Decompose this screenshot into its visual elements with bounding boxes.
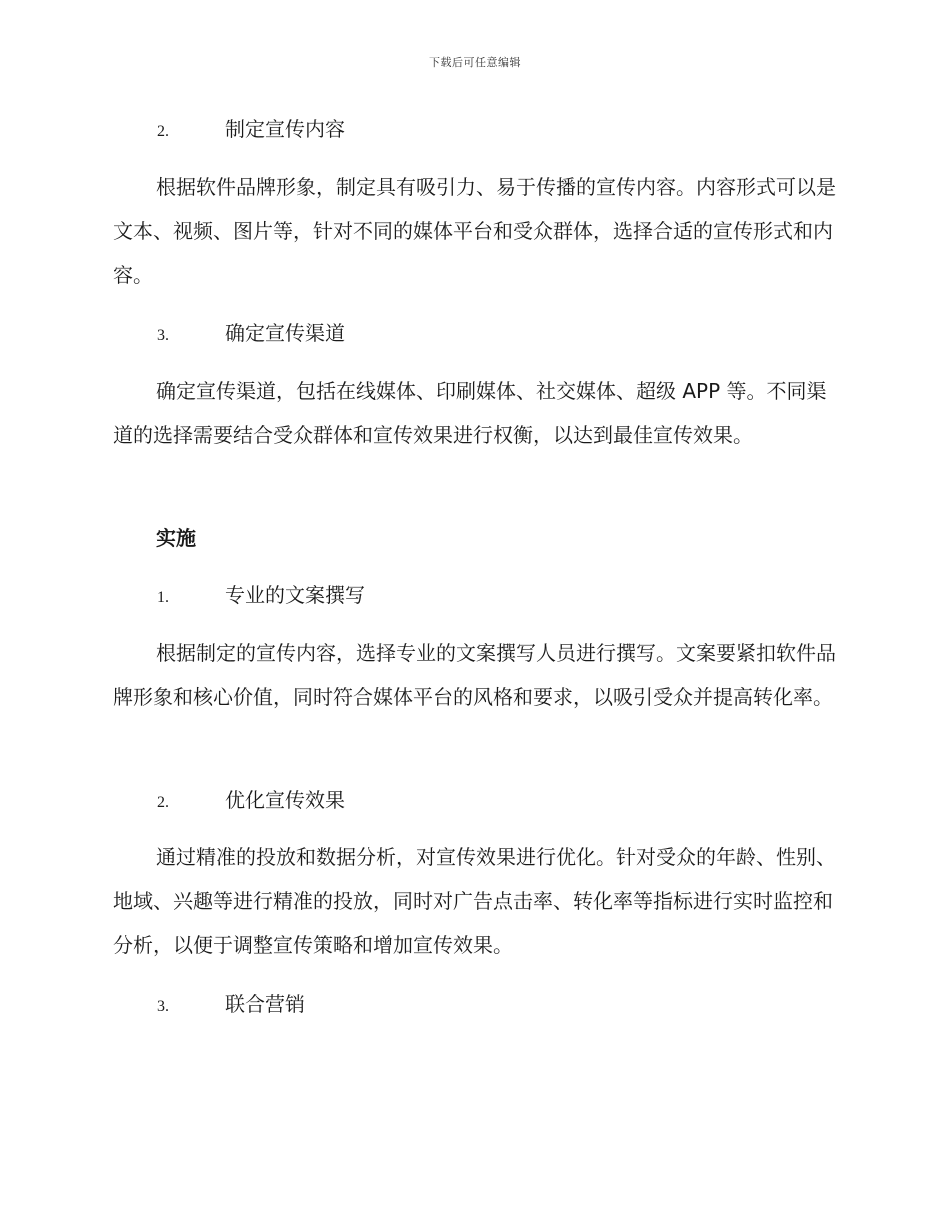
section-heading: 实施 xyxy=(156,526,196,550)
header-note: 下载后可任意编辑 xyxy=(429,56,521,69)
list-title: 制定宣传内容 xyxy=(225,117,345,141)
list-number: 3. xyxy=(157,327,169,344)
list-item-1 xyxy=(113,580,841,613)
list-number: 2. xyxy=(157,794,169,811)
list-title: 专业的文案撰写 xyxy=(225,583,365,607)
list-title: 优化宣传效果 xyxy=(225,788,345,812)
list-number: 2. xyxy=(157,123,169,140)
list-item-2 xyxy=(113,114,841,147)
list-title: 联合营销 xyxy=(225,992,305,1016)
list-item-2 xyxy=(113,785,841,818)
paragraph: 确定宣传渠道，包括在线媒体、印刷媒体、社交媒体、超级 APP 等。不同渠道的选择需要结合受众群体和宣传效果进行权衡，以达到最佳宣传效果。 xyxy=(113,379,827,447)
list-title: 确定宣传渠道 xyxy=(225,321,345,345)
paragraph: 根据制定的宣传内容，选择专业的文案撰写人员进行撰写。文案要紧扣软件品牌形象和核心价值，同时符合媒体平台的风格和要求，以吸引受众并提高转化率。 xyxy=(113,641,836,709)
paragraph: 通过精准的投放和数据分析，对宣传效果进行优化。针对受众的年龄、性别、地域、兴趣等进行精准的投放，同时对广告点击率、转化率等指标进行实时监控和分析，以便于调整宣传策略和增加宣传效果。 xyxy=(113,845,836,957)
list-item-3 xyxy=(113,318,841,351)
list-number: 3. xyxy=(157,998,169,1015)
list-item-3 xyxy=(113,989,841,1022)
list-number: 1. xyxy=(157,589,169,606)
paragraph: 根据软件品牌形象，制定具有吸引力、易于传播的宣传内容。内容形式可以是文本、视频、图片等，针对不同的媒体平台和受众群体，选择合适的宣传形式和内容。 xyxy=(113,175,836,287)
